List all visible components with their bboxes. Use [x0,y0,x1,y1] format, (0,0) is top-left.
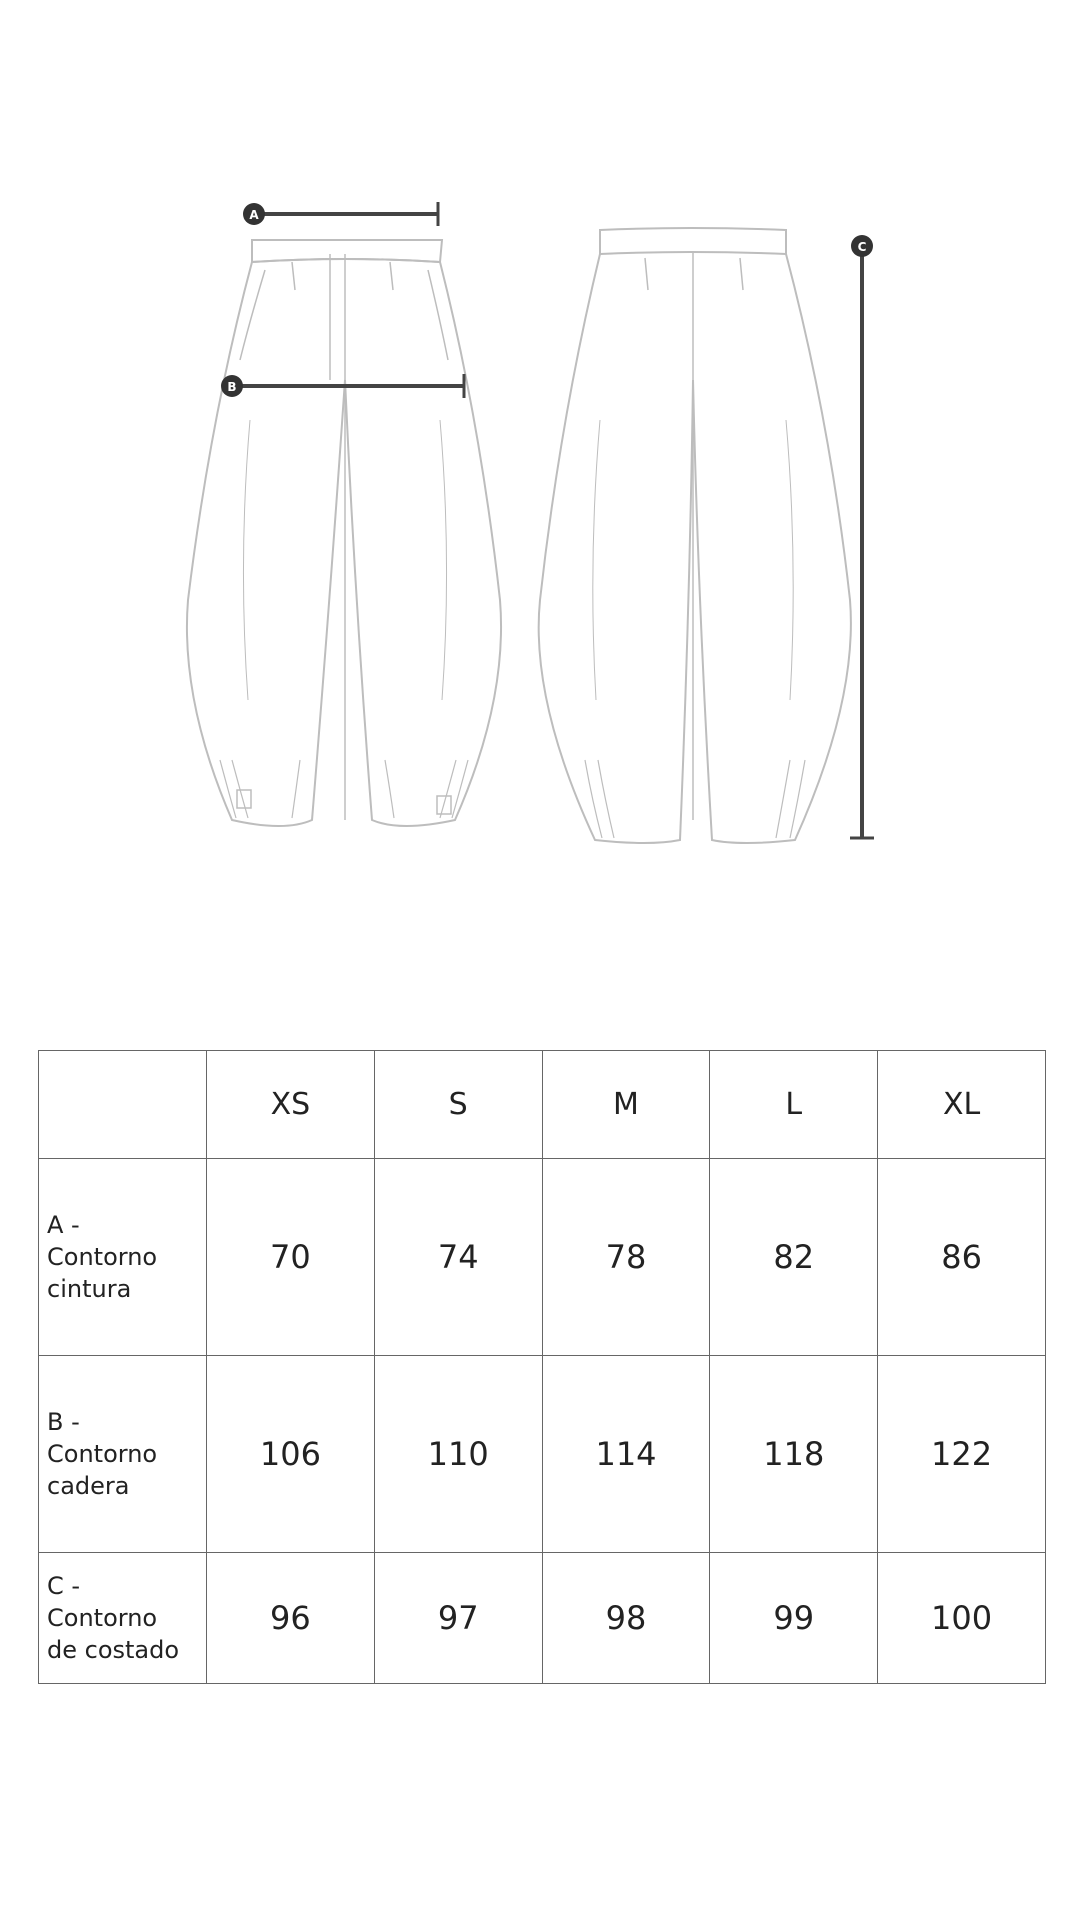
size-header-m: M [542,1051,710,1159]
table-cell: 122 [878,1356,1046,1553]
header-empty-cell [39,1051,207,1159]
dimension-line-b [221,374,464,398]
table-cell: 70 [207,1159,375,1356]
table-cell: 78 [542,1159,710,1356]
size-header-xs: XS [207,1051,375,1159]
row-label-line: C - [47,1572,81,1600]
table-row [39,1553,1046,1684]
pants-front-view [187,240,501,826]
table-cell: 118 [710,1356,878,1553]
row-label-line: cintura [47,1275,132,1303]
dimension-line-a [243,202,438,226]
size-chart-table [38,1050,1046,1684]
marker-b-letter: B [227,380,237,394]
row-label-b [39,1356,207,1553]
row-label-line: de costado [47,1636,180,1664]
marker-c-letter: C [857,240,867,254]
table-cell: 82 [710,1159,878,1356]
table-cell: 98 [542,1553,710,1684]
table-cell: 100 [878,1553,1046,1684]
table-cell: 114 [542,1356,710,1553]
table-cell: 99 [710,1553,878,1684]
table-row [39,1356,1046,1553]
table-cell: 106 [207,1356,375,1553]
table-cell: 74 [374,1159,542,1356]
size-header-l: L [710,1051,878,1159]
table-cell: 96 [207,1553,375,1684]
row-label-line: Contorno [47,1440,158,1468]
table-row [39,1159,1046,1356]
row-label-line: cadera [47,1472,130,1500]
row-label-line: A - [47,1211,80,1239]
table-header-row [39,1051,1046,1159]
row-label-line: B - [47,1408,80,1436]
row-label-line: Contorno [47,1243,158,1271]
pants-measurement-illustration [0,0,1080,900]
dimension-line-c [850,235,874,838]
table-cell: 110 [374,1356,542,1553]
row-label-a [39,1159,207,1356]
size-header-s: S [374,1051,542,1159]
marker-a-letter: A [249,208,259,222]
table-cell: 97 [374,1553,542,1684]
size-header-xl: XL [878,1051,1046,1159]
pants-back-view [539,228,851,843]
table-cell: 86 [878,1159,1046,1356]
row-label-line: Contorno [47,1604,158,1632]
row-label-c [39,1553,207,1684]
